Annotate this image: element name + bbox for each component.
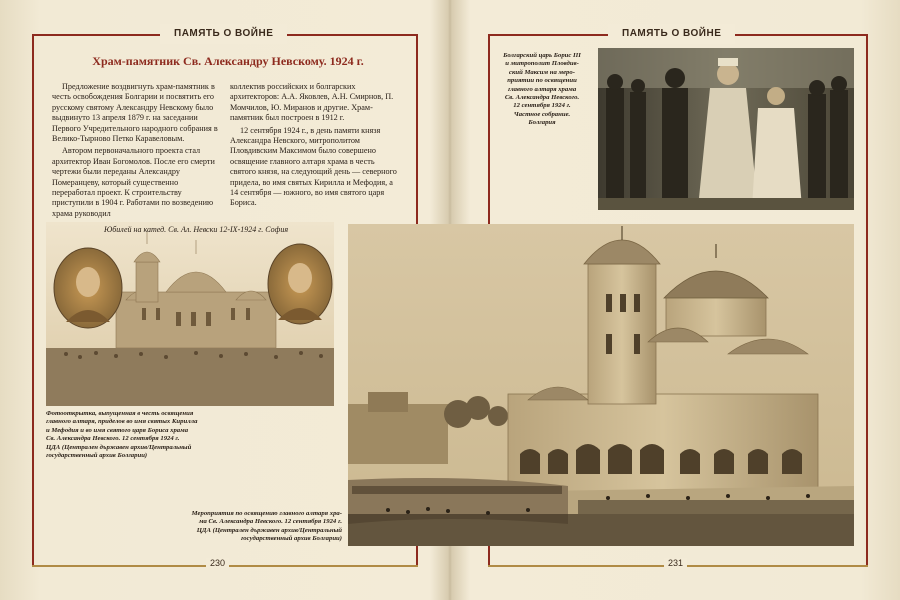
frame-right-line xyxy=(866,34,868,566)
tsar-caption xyxy=(492,52,592,128)
article-paragraph: Предложение воздвигнуть храм-памятник в честь освобождения Болгарии и посвятить его русскому святому Александру Невскому было выдвинуто 13 апреля 1879 г. на заседании Первого Учредительного народного собрания в Велико-Тырново Петко Каравеловым. xyxy=(52,82,218,144)
caption-line: Фотооткрытка, выпущенная в честь освящения xyxy=(46,410,194,417)
caption-line: Св. Александра Невского. 12 сентября 1924 г. xyxy=(46,435,180,443)
header-badge-left xyxy=(160,24,287,44)
caption-line: главного алтаря храма xyxy=(507,85,577,93)
header-badge-right xyxy=(608,24,735,44)
page-number-right: 231 xyxy=(664,558,687,568)
caption-line: ма Св. Александра Невского. 12 сентября 1924 г. xyxy=(198,518,342,526)
tsar-photo xyxy=(598,48,854,210)
postcard-caption xyxy=(46,410,256,460)
article-column-left xyxy=(52,82,220,221)
caption-line: ЦДА (Централен държавен архив/Центральный xyxy=(196,526,342,534)
frame-left-line xyxy=(32,34,34,566)
caption-line: 12 сентября 1924 г. xyxy=(513,102,571,110)
caption-line: Болгарский царь Борис III xyxy=(503,52,581,59)
caption-line: Мероприятия по освящению главного алтаря хра- xyxy=(191,510,342,517)
article-paragraph: Автором первоначального проекта стал архитектор Иван Богомолов. После его смерти чертежи были переданы Александру Померанцеву, который существенно переработал проект. К строительству приступили в 1904 г. Работами по возведению храма руководил xyxy=(52,146,215,218)
cathedral-caption xyxy=(150,510,342,544)
caption-line: главного алтаря, приделов во имя святых Кирилла xyxy=(46,418,198,426)
caption-line: приятии по освящении xyxy=(507,77,577,85)
cathedral-photo xyxy=(348,224,854,546)
article-paragraph: 12 сентября 1924 г., в день памяти князя Александра Невского, митрополитом Пловдивским Максимом было совершено освящение главного алтаря храма в честь святого князя, на следующий день — северного придела, во имя святых Кирилла и Мефодия, а 14 сентября — южного, во имя святого царя Бориса. xyxy=(230,125,397,208)
caption-line: государственный архив Болгарии) xyxy=(240,535,342,543)
caption-line: Болгария xyxy=(528,119,556,127)
cathedral-illustration xyxy=(348,224,854,546)
caption-line: Св. Александра Невского. xyxy=(504,94,580,102)
article-paragraph: коллектив российских и болгарских архитекторов: А.А. Яковлев, А.Н. Смирнов, П. Момчилов, Ю. Миранов и другие. Храм-памятник был построен в 1912 г. xyxy=(230,82,394,123)
caption-line: и Мефодия и во имя святого царя Бориса храма xyxy=(46,426,189,434)
article-title: Храм-памятник Св. Александру Невскому. 1924 г. xyxy=(92,54,364,68)
page-number-left: 230 xyxy=(206,558,229,568)
postcard-illustration xyxy=(46,222,334,406)
caption-line: и митрополит Пловдив- xyxy=(505,60,579,68)
header-title-left: ПАМЯТЬ О ВОЙНЕ xyxy=(174,28,274,39)
header-title-right: ПАМЯТЬ О ВОЙНЕ xyxy=(622,28,722,39)
postcard-handwriting: Юбилей на катед. Св. Ал. Невски 12-IX-1924 г. София xyxy=(103,225,289,234)
caption-line: ский Максим на меро- xyxy=(509,68,575,76)
postcard-photo xyxy=(46,222,334,406)
tsar-illustration xyxy=(598,48,854,210)
caption-line: ЦДА (Централен държавен архив/Центральный xyxy=(46,443,192,451)
caption-line: государственный архив Болгарии) xyxy=(46,452,148,460)
article-column-right xyxy=(230,82,398,211)
caption-line: Частное собрание. xyxy=(513,110,571,118)
